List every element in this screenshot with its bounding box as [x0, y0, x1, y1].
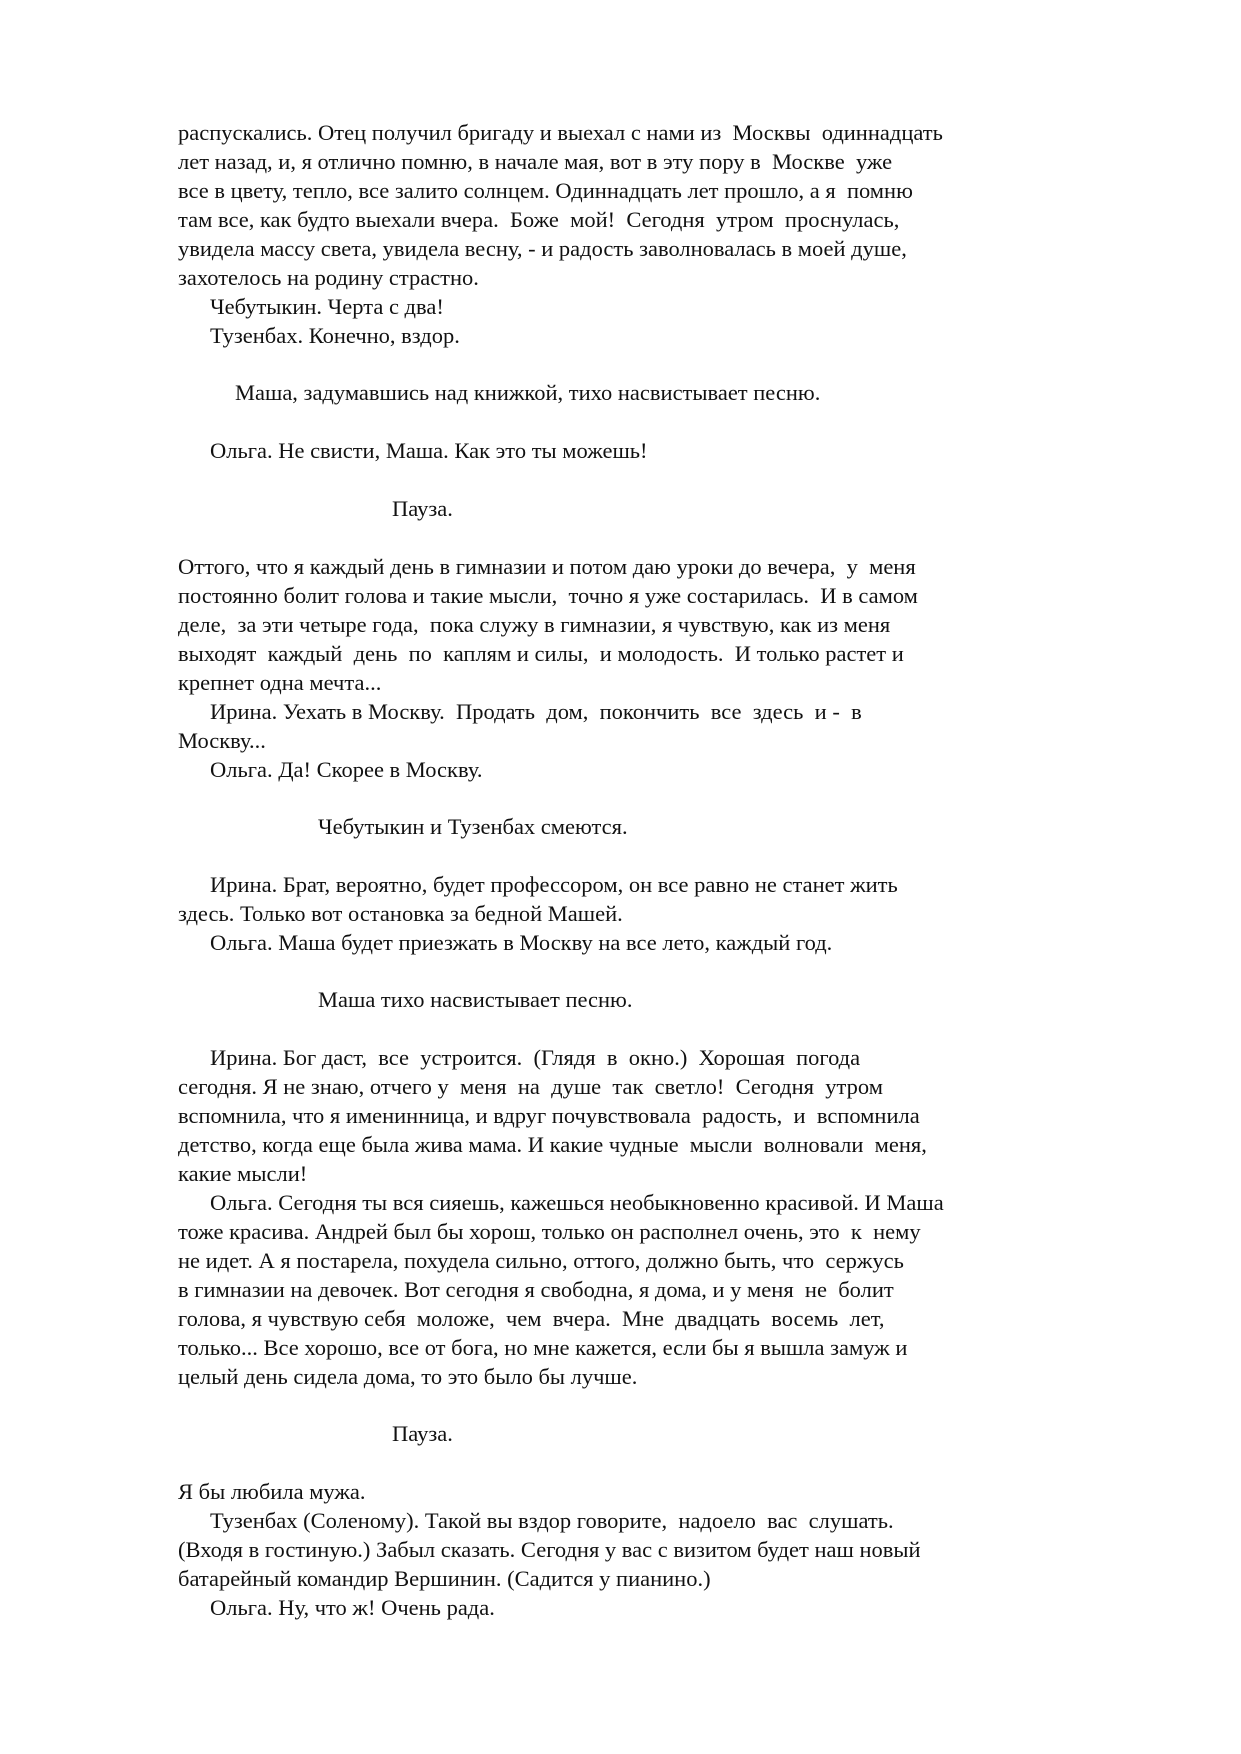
text-line: здесь. Только вот остановка за бедной Машей. — [178, 901, 623, 926]
text-line: Тузенбах. Конечно, вздор. — [210, 323, 460, 348]
text-line: сегодня. Я не знаю, отчего у меня на душе так светло! Сегодня утром — [178, 1074, 883, 1099]
text-line: Тузенбах (Соленому). Такой вы вздор говорите, надоело вас слушать. — [210, 1508, 894, 1533]
text-line: детство, когда еще была жива мама. И какие чудные мысли волновали меня, — [178, 1132, 927, 1157]
text-line: там все, как будто выехали вчера. Боже мой! Сегодня утром проснулась, — [178, 207, 900, 232]
stage-direction: Пауза. — [392, 1421, 453, 1446]
stage-direction: Пауза. — [392, 496, 453, 521]
stage-direction: Чебутыкин и Тузенбах смеются. — [318, 814, 628, 839]
text-line: (Входя в гостиную.) Забыл сказать. Сегодня у вас с визитом будет наш новый — [178, 1537, 921, 1562]
text-line: только... Все хорошо, все от бога, но мне кажется, если бы я вышла замуж и — [178, 1335, 908, 1360]
text-line: батарейный командир Вершинин. (Садится у пианино.) — [178, 1566, 711, 1591]
text-line: Ирина. Бог даст, все устроится. (Глядя в окно.) Хорошая погода — [210, 1045, 861, 1070]
text-line: Оттого, что я каждый день в гимназии и потом даю уроки до вечера, у меня — [178, 554, 916, 579]
text-line: Ольга. Не свисти, Маша. Как это ты можешь! — [210, 438, 648, 463]
text-line: тоже красива. Андрей был бы хорош, только он располнел очень, это к нему — [178, 1219, 921, 1244]
text-line: в гимназии на девочек. Вот сегодня я свободна, я дома, и у меня не болит — [178, 1277, 894, 1302]
text-line: Я бы любила мужа. — [178, 1479, 366, 1504]
text-line: голова, я чувствую себя моложе, чем вчера. Мне двадцать восемь лет, — [178, 1306, 885, 1331]
text-line: Чебутыкин. Черта с два! — [210, 294, 444, 319]
text-line: распускались. Отец получил бригаду и выехал с нами из Москвы одиннадцать — [178, 120, 943, 145]
text-line: выходят каждый день по каплям и силы, и молодость. И только растет и — [178, 641, 904, 666]
text-line: Москву... — [178, 728, 266, 753]
text-line: лет назад, и, я отлично помню, в начале мая, вот в эту пору в Москве уже — [178, 149, 893, 174]
text-line: вспомнила, что я именинница, и вдруг почувствовала радость, и вспомнила — [178, 1103, 920, 1128]
text-line: Ольга. Да! Скорее в Москву. — [210, 757, 483, 782]
text-line: не идет. А я постарела, похудела сильно, оттого, должно быть, что сержусь — [178, 1248, 904, 1273]
text-line: Ирина. Уехать в Москву. Продать дом, покончить все здесь и - в — [210, 699, 862, 724]
text-line: крепнет одна мечта... — [178, 670, 382, 695]
text-line: деле, за эти четыре года, пока служу в гимназии, я чувствую, как из меня — [178, 612, 891, 637]
text-line: увидела массу света, увидела весну, - и радость заволновалась в моей душе, — [178, 236, 907, 261]
text-line: Ольга. Сегодня ты вся сияешь, кажешься необыкновенно красивой. И Маша — [210, 1190, 944, 1215]
text-line: постоянно болит голова и такие мысли, точно я уже состарилась. И в самом — [178, 583, 918, 608]
text-line: Ирина. Брат, вероятно, будет профессором, он все равно не станет жить — [210, 872, 898, 897]
text-line: какие мысли! — [178, 1161, 308, 1186]
text-line: захотелось на родину страстно. — [178, 265, 479, 290]
stage-direction: Маша тихо насвистывает песню. — [318, 987, 633, 1012]
stage-direction: Маша, задумавшись над книжкой, тихо насвистывает песню. — [235, 380, 821, 405]
text-line: все в цвету, тепло, все залито солнцем. Одиннадцать лет прошло, а я помню — [178, 178, 913, 203]
text-line: целый день сидела дома, то это было бы лучше. — [178, 1364, 638, 1389]
text-line: Ольга. Маша будет приезжать в Москву на все лето, каждый год. — [210, 930, 833, 955]
text-line: Ольга. Ну, что ж! Очень рада. — [210, 1595, 495, 1620]
